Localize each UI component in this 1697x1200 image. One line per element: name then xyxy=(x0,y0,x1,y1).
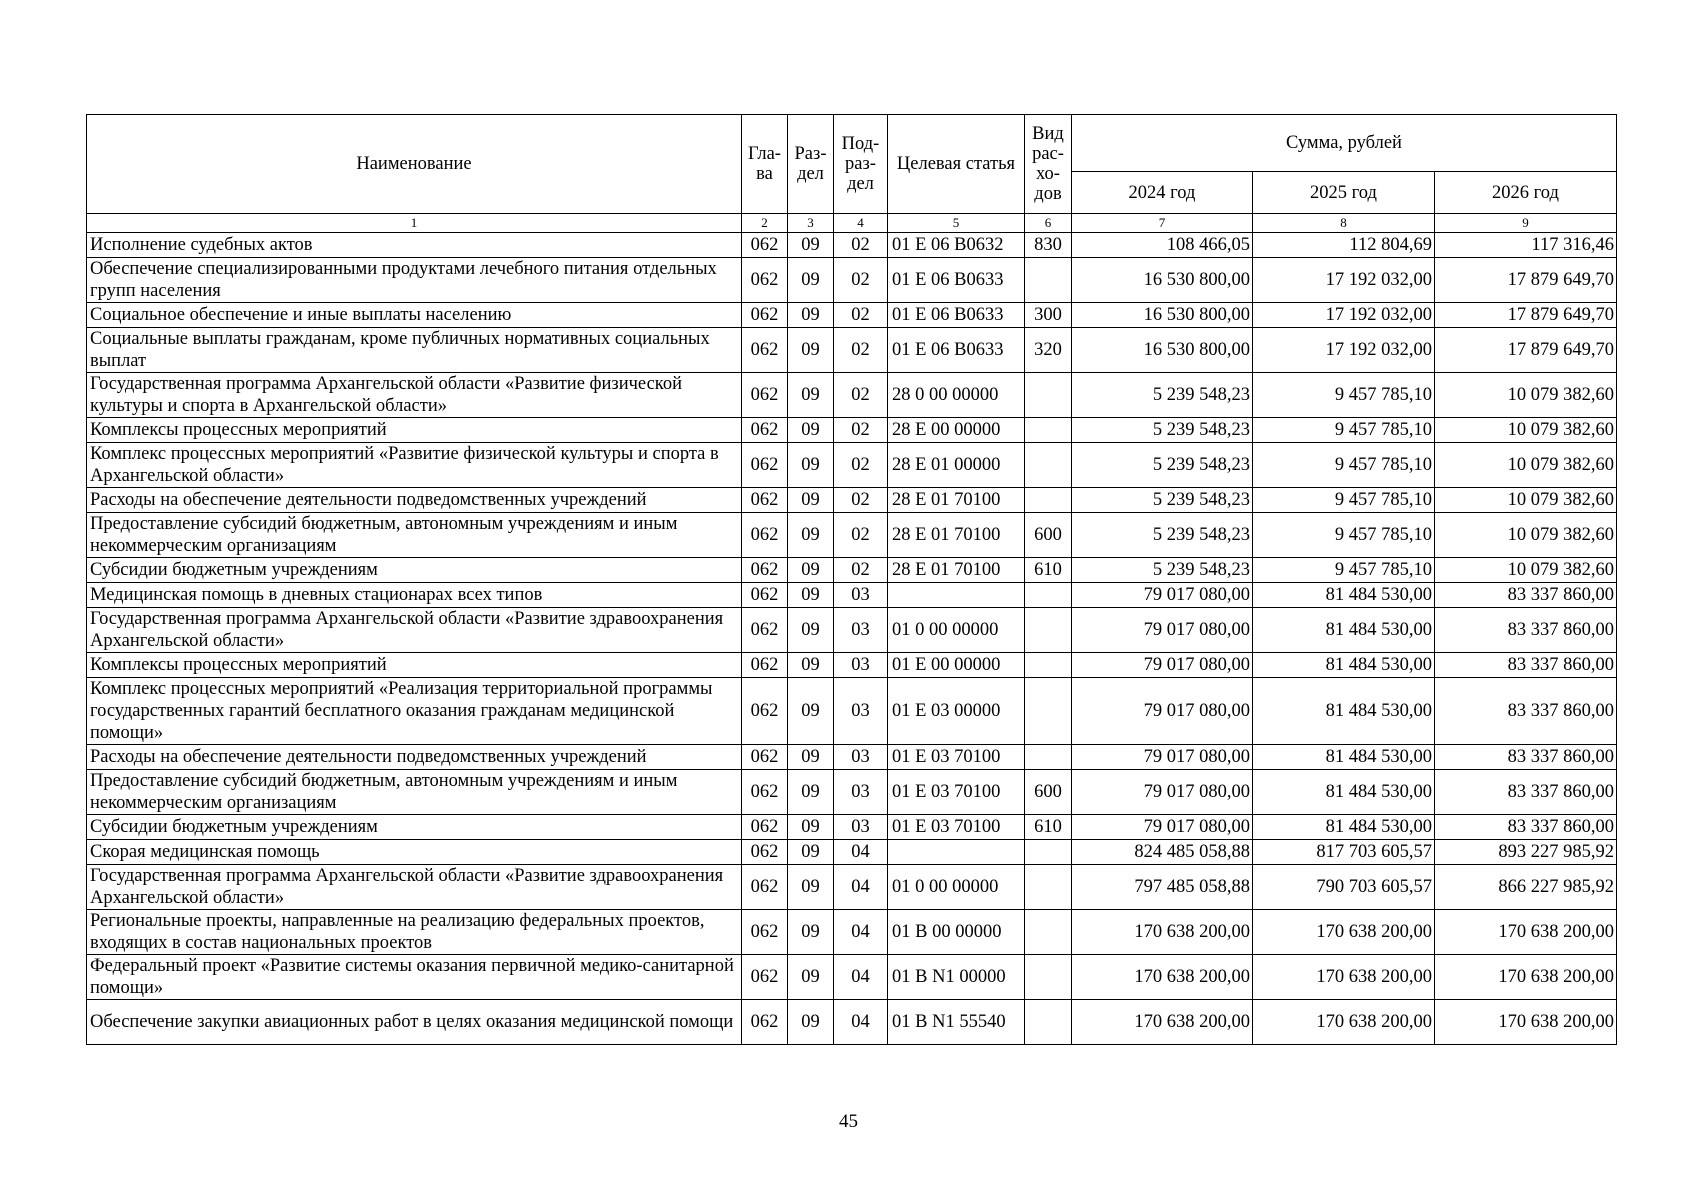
row-razdel: 09 xyxy=(788,233,834,258)
header-podrazdel: Под-раз-дел xyxy=(834,115,888,214)
row-tselevaya-statya: 28 0 00 00000 xyxy=(888,373,1025,418)
row-vid-rashodov xyxy=(1025,745,1072,770)
table-body xyxy=(87,233,1617,1045)
row-tselevaya-statya: 01 Е 06 В0633 xyxy=(888,328,1025,373)
table-row xyxy=(87,770,1617,815)
table-row xyxy=(87,865,1617,910)
row-podrazdel: 04 xyxy=(834,1000,888,1045)
row-tselevaya-statya xyxy=(888,583,1025,608)
column-index: 5 xyxy=(888,214,1025,233)
table-row xyxy=(87,443,1617,488)
row-tselevaya-statya: 01 Е 06 В0633 xyxy=(888,258,1025,303)
row-sum-2026: 17 879 649,70 xyxy=(1435,328,1617,373)
row-sum-2024: 108 466,05 xyxy=(1072,233,1253,258)
row-podrazdel: 02 xyxy=(834,488,888,513)
header-year-2026: 2026 год xyxy=(1435,172,1617,214)
row-vid-rashodov: 610 xyxy=(1025,815,1072,840)
row-sum-2024: 79 017 080,00 xyxy=(1072,745,1253,770)
row-glava: 062 xyxy=(742,1000,788,1045)
row-razdel: 09 xyxy=(788,258,834,303)
row-sum-2026: 83 337 860,00 xyxy=(1435,678,1617,745)
row-vid-rashodov xyxy=(1025,583,1072,608)
row-name: Социальное обеспечение и иные выплаты населению xyxy=(87,303,742,328)
row-tselevaya-statya: 01 0 00 00000 xyxy=(888,865,1025,910)
row-vid-rashodov xyxy=(1025,653,1072,678)
table-row xyxy=(87,558,1617,583)
row-razdel: 09 xyxy=(788,418,834,443)
row-razdel: 09 xyxy=(788,770,834,815)
document-page xyxy=(86,114,1616,1045)
row-sum-2026: 10 079 382,60 xyxy=(1435,488,1617,513)
budget-table xyxy=(86,114,1617,1045)
column-index: 4 xyxy=(834,214,888,233)
header-vid-rashodov: Вид рас-хо-дов xyxy=(1025,115,1072,214)
row-glava: 062 xyxy=(742,303,788,328)
header-year-2025: 2025 год xyxy=(1253,172,1435,214)
row-podrazdel: 02 xyxy=(834,303,888,328)
row-name: Субсидии бюджетным учреждениям xyxy=(87,815,742,840)
row-vid-rashodov xyxy=(1025,1000,1072,1045)
row-sum-2025: 790 703 605,57 xyxy=(1253,865,1435,910)
column-index: 6 xyxy=(1025,214,1072,233)
row-sum-2025: 81 484 530,00 xyxy=(1253,745,1435,770)
row-vid-rashodov xyxy=(1025,418,1072,443)
table-row xyxy=(87,583,1617,608)
row-podrazdel: 03 xyxy=(834,770,888,815)
row-tselevaya-statya: 01 В N1 55540 xyxy=(888,1000,1025,1045)
row-vid-rashodov: 600 xyxy=(1025,770,1072,815)
header-tselevaya-statya: Целевая статья xyxy=(888,115,1025,214)
row-vid-rashodov: 610 xyxy=(1025,558,1072,583)
row-tselevaya-statya: 28 Е 01 70100 xyxy=(888,488,1025,513)
table-row xyxy=(87,955,1617,1000)
row-sum-2025: 9 457 785,10 xyxy=(1253,558,1435,583)
row-podrazdel: 02 xyxy=(834,258,888,303)
row-razdel: 09 xyxy=(788,608,834,653)
row-glava: 062 xyxy=(742,745,788,770)
table-row xyxy=(87,418,1617,443)
row-podrazdel: 03 xyxy=(834,745,888,770)
row-sum-2025: 17 192 032,00 xyxy=(1253,258,1435,303)
table-row xyxy=(87,303,1617,328)
row-podrazdel: 02 xyxy=(834,418,888,443)
row-sum-2026: 170 638 200,00 xyxy=(1435,1000,1617,1045)
row-name: Предоставление субсидий бюджетным, автономным учреждениям и иным некоммерческим организациям xyxy=(87,770,742,815)
row-glava: 062 xyxy=(742,418,788,443)
row-name: Государственная программа Архангельской области «Развитие здравоохранения Архангельской области» xyxy=(87,865,742,910)
row-sum-2026: 10 079 382,60 xyxy=(1435,513,1617,558)
row-tselevaya-statya: 01 Е 03 70100 xyxy=(888,745,1025,770)
row-tselevaya-statya: 01 Е 03 70100 xyxy=(888,770,1025,815)
row-glava: 062 xyxy=(742,608,788,653)
row-vid-rashodov xyxy=(1025,373,1072,418)
row-name: Федеральный проект «Развитие системы оказания первичной медико-санитарной помощи» xyxy=(87,955,742,1000)
row-tselevaya-statya: 01 В 00 00000 xyxy=(888,910,1025,955)
row-sum-2026: 17 879 649,70 xyxy=(1435,258,1617,303)
row-sum-2025: 81 484 530,00 xyxy=(1253,815,1435,840)
row-name: Обеспечение специализированными продуктами лечебного питания отдельных групп населения xyxy=(87,258,742,303)
table-row xyxy=(87,328,1617,373)
row-razdel: 09 xyxy=(788,513,834,558)
row-sum-2024: 824 485 058,88 xyxy=(1072,840,1253,865)
row-vid-rashodov xyxy=(1025,840,1072,865)
row-sum-2026: 10 079 382,60 xyxy=(1435,418,1617,443)
table-row xyxy=(87,678,1617,745)
row-podrazdel: 04 xyxy=(834,955,888,1000)
column-index: 1 xyxy=(87,214,742,233)
column-index-row xyxy=(87,214,1617,233)
table-row xyxy=(87,840,1617,865)
row-sum-2025: 81 484 530,00 xyxy=(1253,653,1435,678)
row-sum-2024: 79 017 080,00 xyxy=(1072,608,1253,653)
row-sum-2025: 170 638 200,00 xyxy=(1253,910,1435,955)
row-name: Скорая медицинская помощь xyxy=(87,840,742,865)
row-razdel: 09 xyxy=(788,653,834,678)
row-razdel: 09 xyxy=(788,488,834,513)
row-sum-2024: 5 239 548,23 xyxy=(1072,558,1253,583)
row-sum-2024: 79 017 080,00 xyxy=(1072,770,1253,815)
row-tselevaya-statya xyxy=(888,840,1025,865)
row-sum-2025: 17 192 032,00 xyxy=(1253,328,1435,373)
row-sum-2025: 81 484 530,00 xyxy=(1253,678,1435,745)
row-name: Государственная программа Архангельской области «Развитие физической культуры и спорта в Архангельской области» xyxy=(87,373,742,418)
row-name: Предоставление субсидий бюджетным, автономным учреждениям и иным некоммерческим организациям xyxy=(87,513,742,558)
row-sum-2024: 16 530 800,00 xyxy=(1072,303,1253,328)
row-razdel: 09 xyxy=(788,955,834,1000)
row-sum-2026: 893 227 985,92 xyxy=(1435,840,1617,865)
column-index: 8 xyxy=(1253,214,1435,233)
row-sum-2024: 5 239 548,23 xyxy=(1072,373,1253,418)
row-sum-2024: 170 638 200,00 xyxy=(1072,910,1253,955)
row-glava: 062 xyxy=(742,840,788,865)
row-podrazdel: 02 xyxy=(834,233,888,258)
row-tselevaya-statya: 28 Е 01 70100 xyxy=(888,558,1025,583)
row-vid-rashodov: 300 xyxy=(1025,303,1072,328)
row-sum-2024: 79 017 080,00 xyxy=(1072,653,1253,678)
row-podrazdel: 02 xyxy=(834,443,888,488)
row-sum-2025: 81 484 530,00 xyxy=(1253,608,1435,653)
row-glava: 062 xyxy=(742,443,788,488)
row-sum-2025: 112 804,69 xyxy=(1253,233,1435,258)
row-podrazdel: 03 xyxy=(834,815,888,840)
row-razdel: 09 xyxy=(788,840,834,865)
row-podrazdel: 04 xyxy=(834,840,888,865)
row-podrazdel: 02 xyxy=(834,558,888,583)
table-row xyxy=(87,653,1617,678)
row-sum-2024: 79 017 080,00 xyxy=(1072,583,1253,608)
row-glava: 062 xyxy=(742,513,788,558)
header-glava: Гла-ва xyxy=(742,115,788,214)
row-sum-2025: 170 638 200,00 xyxy=(1253,955,1435,1000)
row-razdel: 09 xyxy=(788,583,834,608)
row-razdel: 09 xyxy=(788,910,834,955)
row-sum-2026: 10 079 382,60 xyxy=(1435,558,1617,583)
row-name: Исполнение судебных актов xyxy=(87,233,742,258)
row-sum-2026: 83 337 860,00 xyxy=(1435,583,1617,608)
header-name: Наименование xyxy=(87,115,742,214)
row-sum-2026: 10 079 382,60 xyxy=(1435,373,1617,418)
table-row xyxy=(87,233,1617,258)
row-sum-2026: 170 638 200,00 xyxy=(1435,910,1617,955)
row-razdel: 09 xyxy=(788,1000,834,1045)
row-glava: 062 xyxy=(742,558,788,583)
row-glava: 062 xyxy=(742,258,788,303)
row-razdel: 09 xyxy=(788,678,834,745)
header-razdel: Раз-дел xyxy=(788,115,834,214)
row-podrazdel: 04 xyxy=(834,865,888,910)
row-vid-rashodov: 320 xyxy=(1025,328,1072,373)
header-year-2024: 2024 год xyxy=(1072,172,1253,214)
row-name: Комплексы процессных мероприятий xyxy=(87,653,742,678)
table-row xyxy=(87,608,1617,653)
row-sum-2024: 16 530 800,00 xyxy=(1072,328,1253,373)
row-sum-2026: 866 227 985,92 xyxy=(1435,865,1617,910)
row-sum-2024: 5 239 548,23 xyxy=(1072,443,1253,488)
row-podrazdel: 04 xyxy=(834,910,888,955)
row-sum-2024: 5 239 548,23 xyxy=(1072,488,1253,513)
row-sum-2024: 5 239 548,23 xyxy=(1072,513,1253,558)
row-razdel: 09 xyxy=(788,328,834,373)
row-name: Комплексы процессных мероприятий xyxy=(87,418,742,443)
row-vid-rashodov xyxy=(1025,678,1072,745)
table-row xyxy=(87,513,1617,558)
row-name: Комплекс процессных мероприятий «Реализация территориальной программы государственных гарантий бесплатного оказания гражданам медицинской помощи» xyxy=(87,678,742,745)
row-sum-2026: 170 638 200,00 xyxy=(1435,955,1617,1000)
row-razdel: 09 xyxy=(788,558,834,583)
row-razdel: 09 xyxy=(788,865,834,910)
row-sum-2025: 9 457 785,10 xyxy=(1253,418,1435,443)
row-vid-rashodov xyxy=(1025,910,1072,955)
row-vid-rashodov: 600 xyxy=(1025,513,1072,558)
row-sum-2026: 10 079 382,60 xyxy=(1435,443,1617,488)
row-sum-2024: 16 530 800,00 xyxy=(1072,258,1253,303)
table-row xyxy=(87,488,1617,513)
column-index: 3 xyxy=(788,214,834,233)
row-tselevaya-statya: 28 Е 01 00000 xyxy=(888,443,1025,488)
row-sum-2026: 83 337 860,00 xyxy=(1435,653,1617,678)
row-tselevaya-statya: 28 Е 01 70100 xyxy=(888,513,1025,558)
row-sum-2026: 83 337 860,00 xyxy=(1435,770,1617,815)
row-razdel: 09 xyxy=(788,443,834,488)
column-index: 9 xyxy=(1435,214,1617,233)
row-razdel: 09 xyxy=(788,303,834,328)
row-razdel: 09 xyxy=(788,373,834,418)
row-name: Обеспечение закупки авиационных работ в целях оказания медицинской помощи xyxy=(87,1000,742,1045)
row-vid-rashodov xyxy=(1025,443,1072,488)
row-name: Расходы на обеспечение деятельности подведомственных учреждений xyxy=(87,745,742,770)
row-vid-rashodov xyxy=(1025,865,1072,910)
row-glava: 062 xyxy=(742,815,788,840)
row-name: Социальные выплаты гражданам, кроме публичных нормативных социальных выплат xyxy=(87,328,742,373)
row-glava: 062 xyxy=(742,488,788,513)
row-glava: 062 xyxy=(742,955,788,1000)
row-tselevaya-statya: 01 Е 03 70100 xyxy=(888,815,1025,840)
row-sum-2025: 81 484 530,00 xyxy=(1253,770,1435,815)
row-sum-2026: 117 316,46 xyxy=(1435,233,1617,258)
row-glava: 062 xyxy=(742,328,788,373)
row-sum-2024: 79 017 080,00 xyxy=(1072,815,1253,840)
row-tselevaya-statya: 01 0 00 00000 xyxy=(888,608,1025,653)
row-name: Государственная программа Архангельской области «Развитие здравоохранения Архангельской области» xyxy=(87,608,742,653)
row-glava: 062 xyxy=(742,583,788,608)
column-index: 7 xyxy=(1072,214,1253,233)
row-vid-rashodov xyxy=(1025,955,1072,1000)
row-tselevaya-statya: 28 Е 00 00000 xyxy=(888,418,1025,443)
row-sum-2025: 817 703 605,57 xyxy=(1253,840,1435,865)
row-sum-2025: 9 457 785,10 xyxy=(1253,488,1435,513)
row-razdel: 09 xyxy=(788,815,834,840)
row-glava: 062 xyxy=(742,770,788,815)
row-name: Региональные проекты, направленные на реализацию федеральных проектов, входящих в состав национальных проектов xyxy=(87,910,742,955)
row-glava: 062 xyxy=(742,233,788,258)
row-sum-2025: 9 457 785,10 xyxy=(1253,373,1435,418)
row-sum-2026: 83 337 860,00 xyxy=(1435,815,1617,840)
row-podrazdel: 03 xyxy=(834,583,888,608)
row-name: Медицинская помощь в дневных стационарах всех типов xyxy=(87,583,742,608)
row-sum-2024: 5 239 548,23 xyxy=(1072,418,1253,443)
row-name: Расходы на обеспечение деятельности подведомственных учреждений xyxy=(87,488,742,513)
row-sum-2025: 9 457 785,10 xyxy=(1253,513,1435,558)
row-tselevaya-statya: 01 В N1 00000 xyxy=(888,955,1025,1000)
row-glava: 062 xyxy=(742,653,788,678)
row-sum-2026: 83 337 860,00 xyxy=(1435,745,1617,770)
row-sum-2025: 81 484 530,00 xyxy=(1253,583,1435,608)
row-podrazdel: 03 xyxy=(834,653,888,678)
table-row xyxy=(87,373,1617,418)
row-name: Комплекс процессных мероприятий «Развитие физической культуры и спорта в Архангельской области» xyxy=(87,443,742,488)
row-glava: 062 xyxy=(742,865,788,910)
row-name: Субсидии бюджетным учреждениям xyxy=(87,558,742,583)
row-vid-rashodov: 830 xyxy=(1025,233,1072,258)
row-glava: 062 xyxy=(742,373,788,418)
row-vid-rashodov xyxy=(1025,608,1072,653)
page-number: 45 xyxy=(839,1111,858,1132)
row-sum-2026: 17 879 649,70 xyxy=(1435,303,1617,328)
row-sum-2024: 170 638 200,00 xyxy=(1072,1000,1253,1045)
table-row xyxy=(87,815,1617,840)
row-sum-2024: 79 017 080,00 xyxy=(1072,678,1253,745)
row-sum-2025: 17 192 032,00 xyxy=(1253,303,1435,328)
table-row xyxy=(87,258,1617,303)
row-podrazdel: 02 xyxy=(834,328,888,373)
row-vid-rashodov xyxy=(1025,258,1072,303)
row-tselevaya-statya: 01 Е 00 00000 xyxy=(888,653,1025,678)
row-tselevaya-statya: 01 Е 06 В0633 xyxy=(888,303,1025,328)
table-row xyxy=(87,910,1617,955)
row-glava: 062 xyxy=(742,678,788,745)
table-row xyxy=(87,745,1617,770)
row-sum-2025: 9 457 785,10 xyxy=(1253,443,1435,488)
row-sum-2025: 170 638 200,00 xyxy=(1253,1000,1435,1045)
header-summa: Сумма, рублей xyxy=(1072,115,1617,172)
row-sum-2026: 83 337 860,00 xyxy=(1435,608,1617,653)
row-tselevaya-statya: 01 Е 06 В0632 xyxy=(888,233,1025,258)
table-row xyxy=(87,1000,1617,1045)
row-sum-2024: 797 485 058,88 xyxy=(1072,865,1253,910)
row-podrazdel: 02 xyxy=(834,513,888,558)
column-index: 2 xyxy=(742,214,788,233)
row-podrazdel: 03 xyxy=(834,678,888,745)
row-vid-rashodov xyxy=(1025,488,1072,513)
row-podrazdel: 03 xyxy=(834,608,888,653)
row-razdel: 09 xyxy=(788,745,834,770)
row-glava: 062 xyxy=(742,910,788,955)
row-tselevaya-statya: 01 Е 03 00000 xyxy=(888,678,1025,745)
row-sum-2024: 170 638 200,00 xyxy=(1072,955,1253,1000)
row-podrazdel: 02 xyxy=(834,373,888,418)
